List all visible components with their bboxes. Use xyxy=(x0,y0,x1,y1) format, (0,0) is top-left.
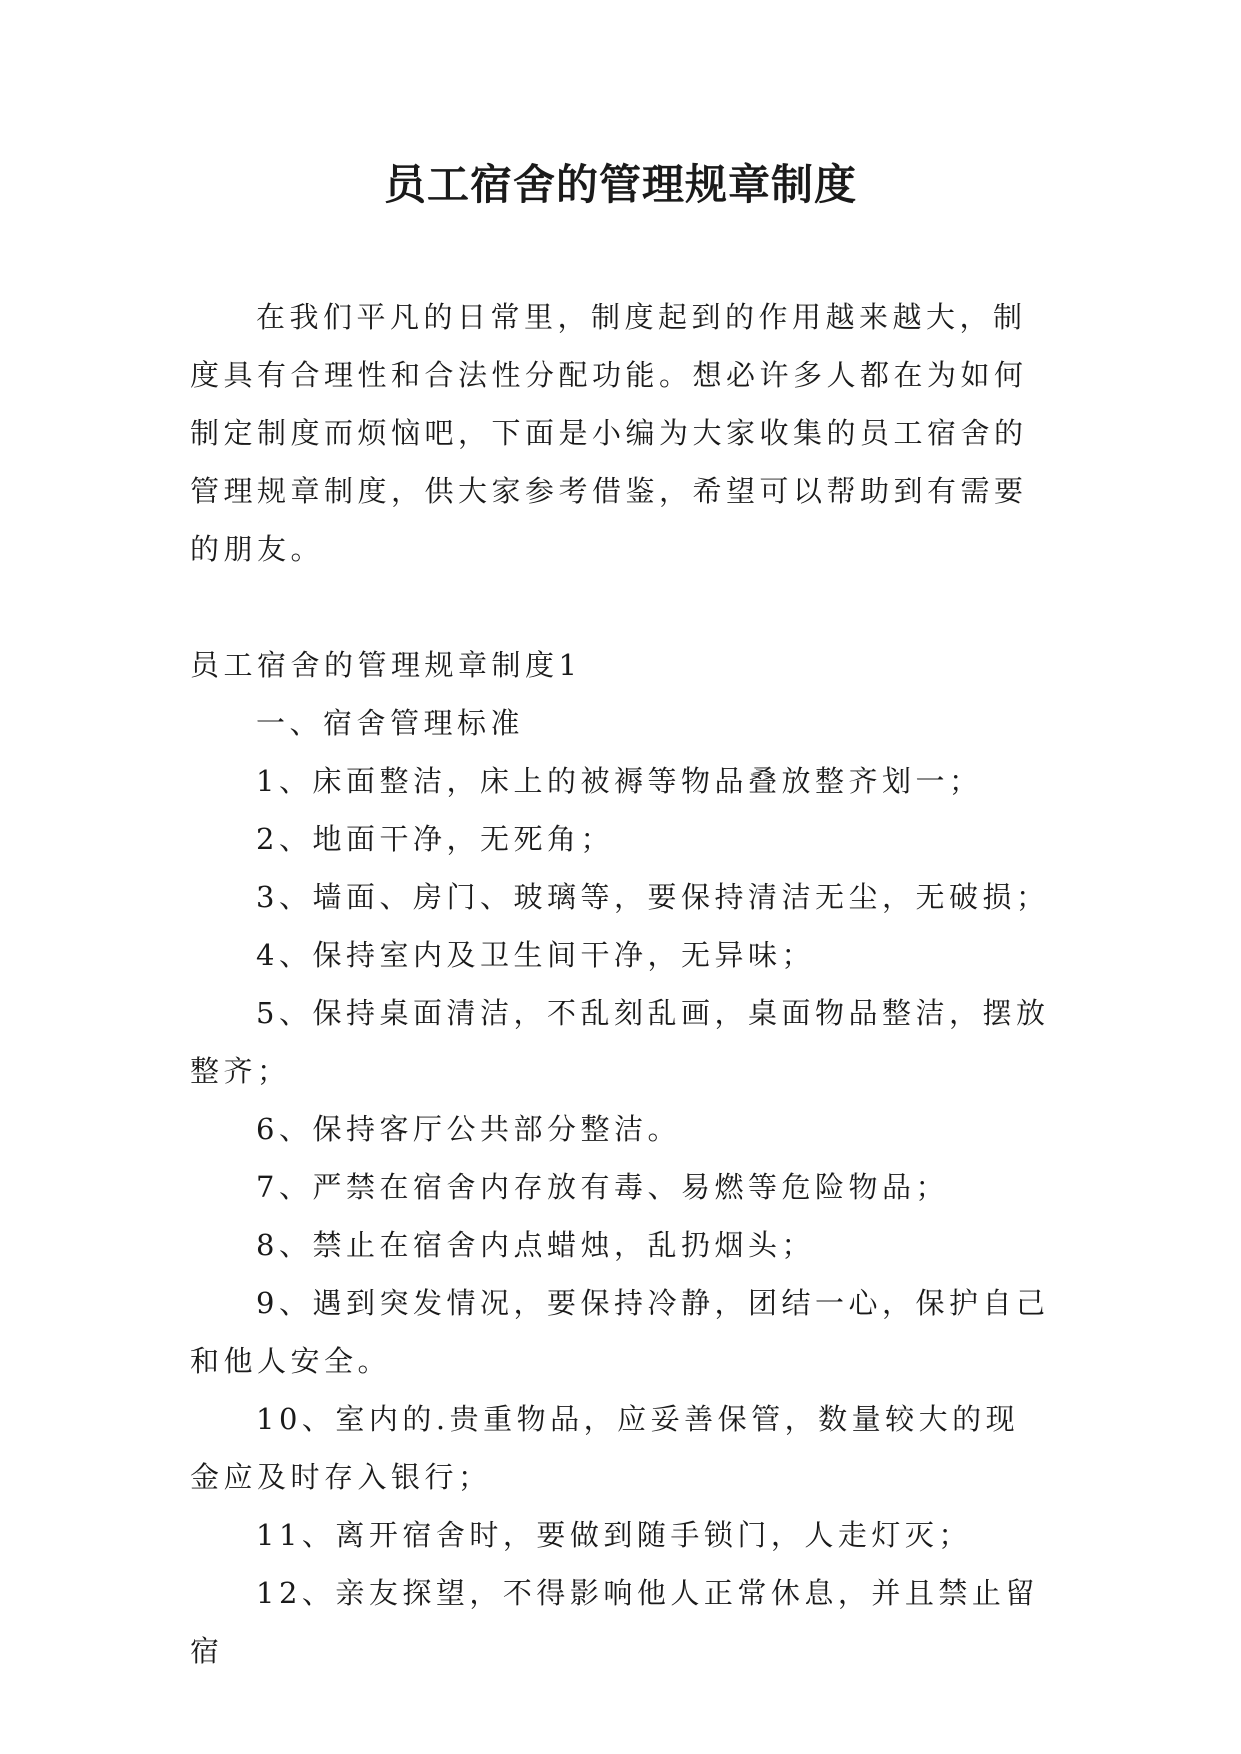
rule-item-4: 4、保持室内及卫生间干净，无异味； xyxy=(256,938,815,972)
rule-item-1: 1、床面整洁，床上的被褥等物品叠放整齐划一； xyxy=(256,764,983,798)
rule-item-12: 12、亲友探望，不得影响他人正常休息，并且禁止留宿 xyxy=(190,1576,1039,1668)
rule-item-8: 8、禁止在宿舍内点蜡烛，乱扔烟头； xyxy=(256,1228,815,1262)
rule-item-7: 7、严禁在宿舍内存放有毒、易燃等危险物品； xyxy=(256,1170,949,1204)
document-body xyxy=(190,288,1050,1680)
intro-paragraph: 在我们平凡的日常里，制度起到的作用越来越大，制度具有合理性和合法性分配功能。想必许多人都在为如何制定制度而烦恼吧，下面是小编为大家收集的员工宿舍的管理规章制度，供大家参考借鉴，希望可以帮助到有需要的朋友。 xyxy=(190,300,1028,566)
rule-item-11: 11、离开宿舍时，要做到随手锁门，人走灯灭； xyxy=(256,1518,972,1552)
rule-item-9: 9、遇到突发情况，要保持冷静，团结一心，保护自己和他人安全。 xyxy=(190,1286,1050,1378)
section-heading: 员工宿舍的管理规章制度1 xyxy=(190,648,582,682)
rule-item-6: 6、保持客厅公共部分整洁。 xyxy=(256,1112,681,1146)
rule-item-3: 3、墙面、房门、玻璃等，要保持清洁无尘，无破损； xyxy=(256,880,1050,914)
subsection-heading: 一、宿舍管理标准 xyxy=(256,706,525,740)
rule-item-10: 10、室内的.贵重物品，应妥善保管，数量较大的现金应及时存入银行； xyxy=(190,1402,1020,1494)
rule-item-5: 5、保持桌面清洁，不乱刻乱画，桌面物品整洁，摆放整齐； xyxy=(190,996,1050,1088)
document-title: 员工宿舍的管理规章制度 xyxy=(383,160,857,209)
rule-item-2: 2、地面干净，无死角； xyxy=(256,822,614,856)
